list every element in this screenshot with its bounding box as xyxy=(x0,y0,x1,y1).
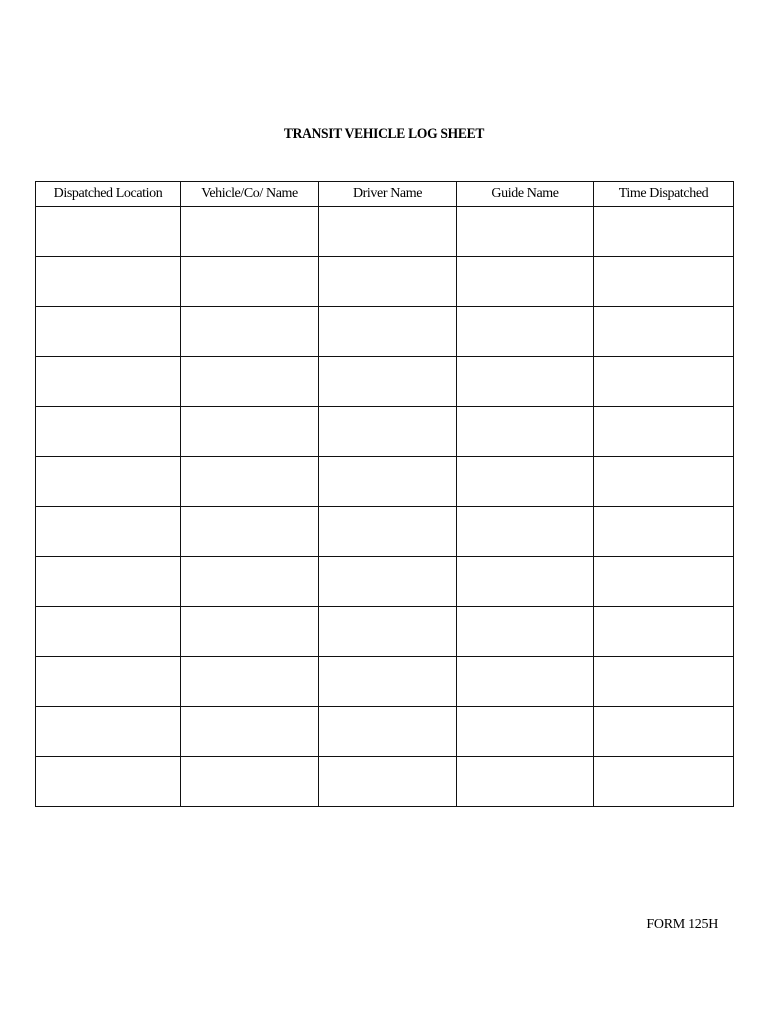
header-guide-name: Guide Name xyxy=(457,182,594,207)
cell-driver-name[interactable] xyxy=(319,407,457,457)
cell-guide-name[interactable] xyxy=(457,707,594,757)
cell-time-dispatched[interactable] xyxy=(594,357,734,407)
cell-vehicle-co-name[interactable] xyxy=(181,607,319,657)
cell-driver-name[interactable] xyxy=(319,207,457,257)
cell-vehicle-co-name[interactable] xyxy=(181,357,319,407)
cell-dispatched-location[interactable] xyxy=(36,407,181,457)
cell-dispatched-location[interactable] xyxy=(36,707,181,757)
cell-time-dispatched[interactable] xyxy=(594,407,734,457)
cell-vehicle-co-name[interactable] xyxy=(181,707,319,757)
header-driver-name: Driver Name xyxy=(319,182,457,207)
cell-guide-name[interactable] xyxy=(457,757,594,807)
table-row xyxy=(36,657,734,707)
cell-guide-name[interactable] xyxy=(457,407,594,457)
cell-driver-name[interactable] xyxy=(319,657,457,707)
table-row xyxy=(36,707,734,757)
table-row xyxy=(36,457,734,507)
table-row xyxy=(36,257,734,307)
cell-guide-name[interactable] xyxy=(457,207,594,257)
table-row xyxy=(36,307,734,357)
cell-vehicle-co-name[interactable] xyxy=(181,207,319,257)
cell-guide-name[interactable] xyxy=(457,607,594,657)
cell-vehicle-co-name[interactable] xyxy=(181,507,319,557)
cell-driver-name[interactable] xyxy=(319,307,457,357)
cell-dispatched-location[interactable] xyxy=(36,557,181,607)
cell-dispatched-location[interactable] xyxy=(36,307,181,357)
cell-vehicle-co-name[interactable] xyxy=(181,307,319,357)
form-number: FORM 125H xyxy=(646,917,718,932)
cell-time-dispatched[interactable] xyxy=(594,307,734,357)
cell-dispatched-location[interactable] xyxy=(36,207,181,257)
cell-dispatched-location[interactable] xyxy=(36,357,181,407)
cell-dispatched-location[interactable] xyxy=(36,507,181,557)
cell-time-dispatched[interactable] xyxy=(594,707,734,757)
table-row xyxy=(36,557,734,607)
cell-time-dispatched[interactable] xyxy=(594,557,734,607)
cell-guide-name[interactable] xyxy=(457,507,594,557)
cell-guide-name[interactable] xyxy=(457,457,594,507)
header-row xyxy=(36,182,734,207)
cell-driver-name[interactable] xyxy=(319,507,457,557)
cell-guide-name[interactable] xyxy=(457,357,594,407)
table-row xyxy=(36,357,734,407)
cell-vehicle-co-name[interactable] xyxy=(181,757,319,807)
cell-driver-name[interactable] xyxy=(319,707,457,757)
cell-driver-name[interactable] xyxy=(319,457,457,507)
cell-vehicle-co-name[interactable] xyxy=(181,457,319,507)
log-table xyxy=(35,181,734,807)
cell-driver-name[interactable] xyxy=(319,557,457,607)
header-vehicle-co-name: Vehicle/Co/ Name xyxy=(181,182,319,207)
cell-driver-name[interactable] xyxy=(319,757,457,807)
cell-time-dispatched[interactable] xyxy=(594,257,734,307)
table-header xyxy=(36,182,734,207)
page-title: TRANSIT VEHICLE LOG SHEET xyxy=(283,126,485,142)
cell-dispatched-location[interactable] xyxy=(36,607,181,657)
cell-vehicle-co-name[interactable] xyxy=(181,257,319,307)
cell-driver-name[interactable] xyxy=(319,357,457,407)
cell-time-dispatched[interactable] xyxy=(594,457,734,507)
cell-vehicle-co-name[interactable] xyxy=(181,407,319,457)
table-row xyxy=(36,607,734,657)
header-dispatched-location: Dispatched Location xyxy=(36,182,181,207)
cell-time-dispatched[interactable] xyxy=(594,657,734,707)
cell-vehicle-co-name[interactable] xyxy=(181,657,319,707)
cell-driver-name[interactable] xyxy=(319,257,457,307)
table-body xyxy=(36,207,734,807)
cell-dispatched-location[interactable] xyxy=(36,257,181,307)
cell-guide-name[interactable] xyxy=(457,307,594,357)
cell-time-dispatched[interactable] xyxy=(594,757,734,807)
header-time-dispatched: Time Dispatched xyxy=(594,182,734,207)
table-row xyxy=(36,407,734,457)
table-row xyxy=(36,207,734,257)
cell-driver-name[interactable] xyxy=(319,607,457,657)
cell-time-dispatched[interactable] xyxy=(594,207,734,257)
cell-dispatched-location[interactable] xyxy=(36,457,181,507)
cell-time-dispatched[interactable] xyxy=(594,607,734,657)
cell-vehicle-co-name[interactable] xyxy=(181,557,319,607)
table-row xyxy=(36,757,734,807)
cell-time-dispatched[interactable] xyxy=(594,507,734,557)
table-row xyxy=(36,507,734,557)
cell-dispatched-location[interactable] xyxy=(36,657,181,707)
cell-guide-name[interactable] xyxy=(457,657,594,707)
cell-dispatched-location[interactable] xyxy=(36,757,181,807)
cell-guide-name[interactable] xyxy=(457,257,594,307)
cell-guide-name[interactable] xyxy=(457,557,594,607)
